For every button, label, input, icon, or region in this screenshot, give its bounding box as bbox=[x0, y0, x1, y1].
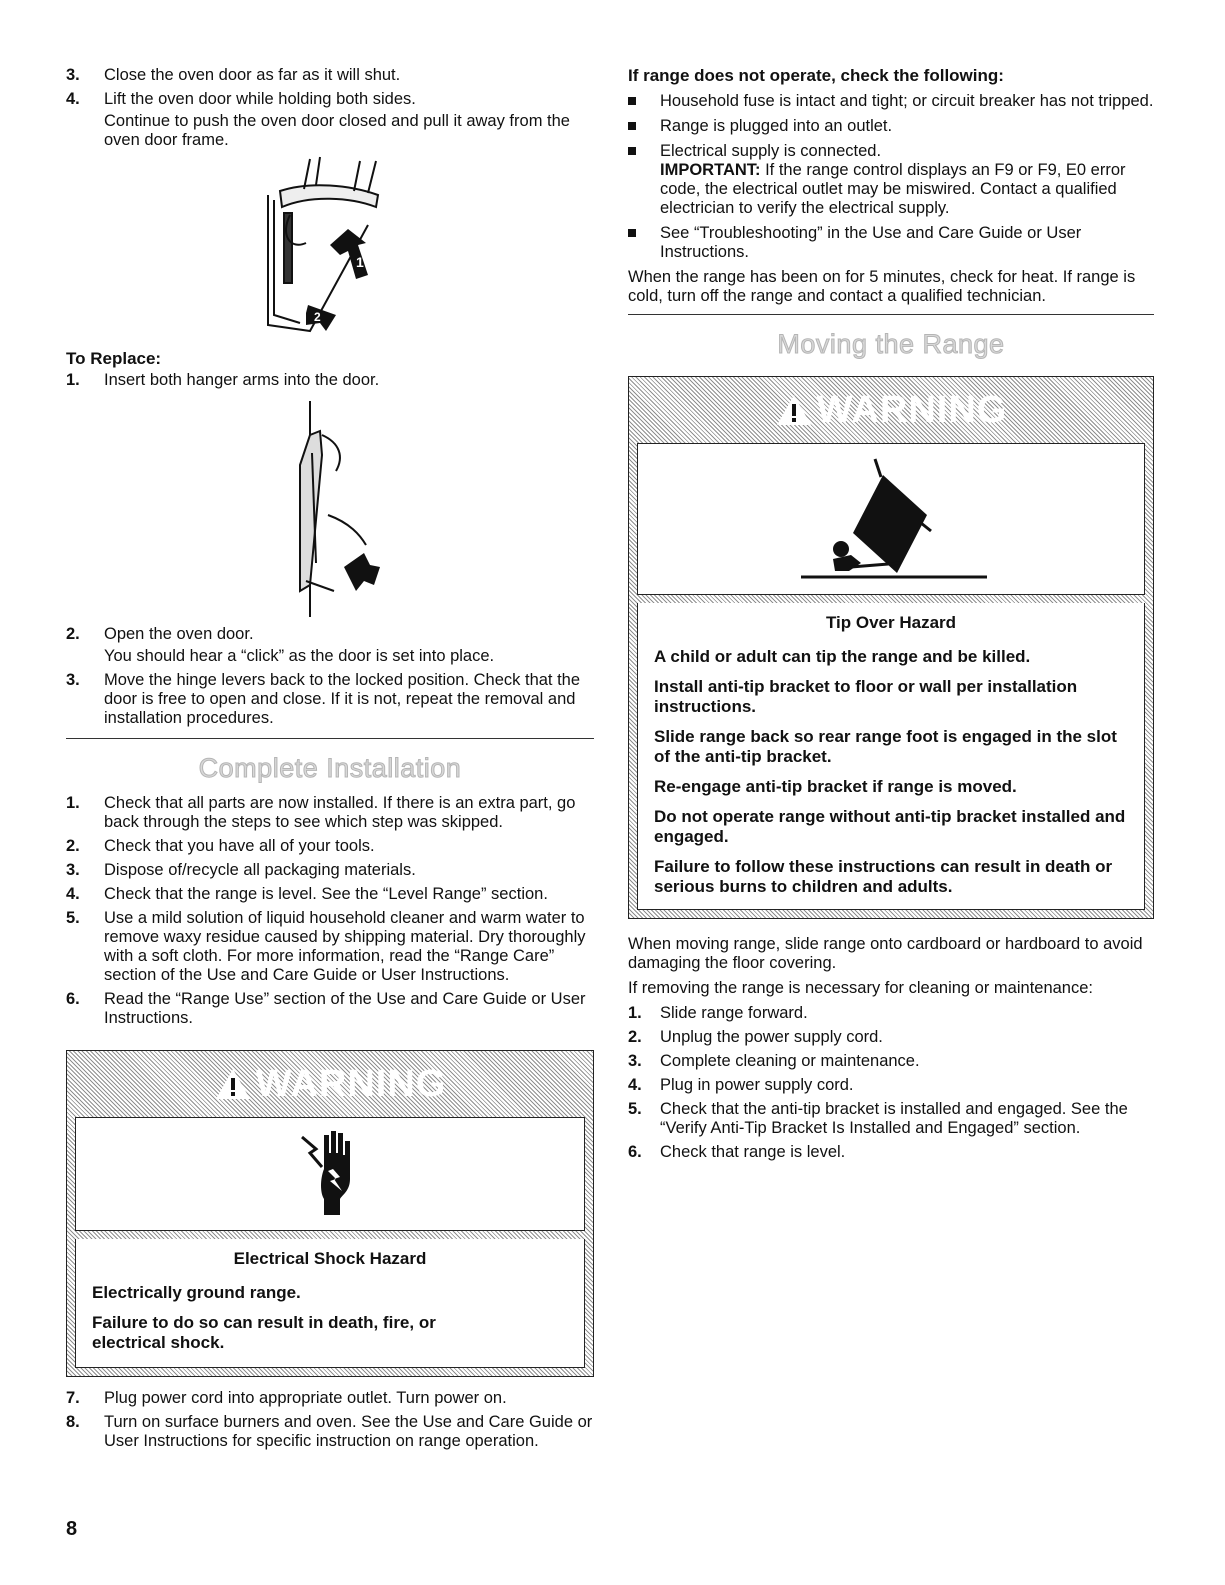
page-number: 8 bbox=[66, 1518, 78, 1540]
check-heading: If range does not operate, check the following: bbox=[628, 66, 1004, 85]
step-number: 5. bbox=[628, 1100, 642, 1118]
warning-label: WARNING bbox=[255, 1062, 447, 1105]
warning-line: Electrically ground range. bbox=[92, 1283, 301, 1302]
step-number: 7. bbox=[66, 1389, 80, 1407]
list-item bbox=[66, 794, 594, 832]
list-item bbox=[66, 861, 594, 880]
left-column bbox=[66, 66, 594, 1456]
step-number: 6. bbox=[628, 1143, 642, 1161]
warning-line: Re-engage anti-tip bracket if range is moved. bbox=[654, 777, 1017, 796]
door-insert-illustration bbox=[66, 395, 594, 619]
step-number: 2. bbox=[66, 837, 80, 855]
step-text: Plug in power supply cord. bbox=[660, 1076, 854, 1094]
step-text: Check that the range is level. See the “Level Range” section. bbox=[104, 885, 548, 903]
bullet-text: Range is plugged into an outlet. bbox=[660, 117, 893, 135]
list-item bbox=[66, 90, 594, 150]
complete-installation-steps bbox=[66, 794, 594, 1028]
tip-over-warning-box bbox=[628, 376, 1154, 919]
list-item bbox=[628, 1028, 1154, 1047]
right-column bbox=[628, 66, 1154, 1167]
tip-over-icon bbox=[637, 443, 1145, 595]
step-text: Unplug the power supply cord. bbox=[660, 1028, 883, 1046]
step-text: Complete cleaning or maintenance. bbox=[660, 1052, 920, 1070]
step-text: Check that range is level. bbox=[660, 1143, 846, 1161]
list-item bbox=[66, 371, 594, 390]
moving-range-title: Moving the Range bbox=[777, 329, 1005, 359]
list-item bbox=[628, 1143, 1154, 1162]
bullet-icon bbox=[628, 147, 636, 155]
warning-header bbox=[75, 1059, 585, 1109]
step-text: Move the hinge levers back to the locked position. Check that the door is free to open and close. If it is not, repeat the removal and installation procedures. bbox=[104, 671, 581, 727]
list-item bbox=[628, 1004, 1154, 1023]
electrical-warning-box bbox=[66, 1050, 594, 1377]
step-text: Open the oven door. bbox=[104, 625, 254, 643]
replace-heading: To Replace: bbox=[66, 349, 162, 368]
svg-text:1: 1 bbox=[356, 254, 364, 270]
step-number: 2. bbox=[628, 1028, 642, 1046]
step-text: Check that you have all of your tools. bbox=[104, 837, 375, 855]
step-text: Close the oven door as far as it will shut. bbox=[104, 66, 401, 84]
move-paragraph: If removing the range is necessary for cleaning or maintenance: bbox=[628, 979, 1093, 997]
bullet-text: Household fuse is intact and tight; or circuit breaker has not tripped. bbox=[660, 92, 1154, 110]
step-text: Check that all parts are now installed. If there is an extra part, go back through the steps to see which step was skipped. bbox=[104, 794, 576, 831]
warning-line: Slide range back so rear range foot is engaged in the slot of the anti-tip bracket. bbox=[654, 727, 1117, 766]
important-label: IMPORTANT: bbox=[660, 161, 761, 179]
bullet-icon bbox=[628, 97, 636, 105]
complete-installation-title: Complete Installation bbox=[198, 753, 462, 783]
step-text: Slide range forward. bbox=[660, 1004, 808, 1022]
warning-line: Install anti-tip bracket to floor or wall per installation instructions. bbox=[654, 677, 1078, 716]
list-item bbox=[628, 1100, 1154, 1138]
step-number: 4. bbox=[66, 885, 80, 903]
replace-steps-b bbox=[66, 625, 594, 728]
step-text: Insert both hanger arms into the door. bbox=[104, 371, 380, 389]
step-text: Turn on surface burners and oven. See the Use and Care Guide or User Instructions for specific instruction on range operation. bbox=[104, 1413, 593, 1450]
list-item bbox=[628, 142, 1154, 218]
warning-triangle-icon bbox=[214, 1067, 252, 1101]
warning-header bbox=[637, 385, 1145, 435]
step-text: Plug power cord into appropriate outlet. Turn power on. bbox=[104, 1389, 507, 1407]
step-number: 4. bbox=[628, 1076, 642, 1094]
list-item bbox=[66, 885, 594, 904]
warning-line: A child or adult can tip the range and be killed. bbox=[654, 647, 1031, 666]
list-item bbox=[66, 66, 594, 85]
important-note bbox=[660, 161, 1154, 218]
check-list bbox=[628, 92, 1154, 262]
step-number: 3. bbox=[66, 66, 80, 84]
step-number: 1. bbox=[66, 794, 80, 812]
svg-text:2: 2 bbox=[314, 310, 321, 324]
important-text: If the range control displays an F9 or F9, E0 error code, the electrical outlet may be miswired. Contact a qualified electrician to verify the electrical supply. bbox=[660, 161, 1126, 217]
list-item bbox=[66, 1389, 594, 1408]
section-divider bbox=[628, 314, 1154, 315]
step-number: 3. bbox=[66, 671, 80, 689]
bullet-icon bbox=[628, 229, 636, 237]
step-number: 2. bbox=[66, 625, 80, 643]
list-item bbox=[66, 1413, 594, 1451]
step-text: Use a mild solution of liquid household cleaner and warm water to remove waxy residue caused by shipping material. Dry thoroughly with a soft cloth. For more information, read the “Range Care” section of the Use and Care Guide or User Instructions. bbox=[104, 909, 586, 984]
door-lift-illustration bbox=[66, 155, 594, 341]
door-removal-steps bbox=[66, 66, 594, 150]
list-item bbox=[628, 92, 1154, 111]
step-number: 1. bbox=[66, 371, 80, 389]
hazard-title: Tip Over Hazard bbox=[825, 613, 957, 632]
warning-line: Failure to do so can result in death, fire, or electrical shock. bbox=[92, 1313, 436, 1352]
shock-hazard-icon bbox=[75, 1117, 585, 1231]
move-steps bbox=[628, 1004, 1154, 1162]
step-number: 3. bbox=[628, 1052, 642, 1070]
bullet-text: Electrical supply is connected. bbox=[660, 142, 882, 160]
step-number: 4. bbox=[66, 90, 80, 108]
step-text: Lift the oven door while holding both sides. bbox=[104, 90, 416, 108]
warning-line: Failure to follow these instructions can result in death or serious burns to children and adults. bbox=[654, 857, 1113, 896]
step-number: 5. bbox=[66, 909, 80, 927]
replace-steps-a bbox=[66, 371, 594, 390]
list-item bbox=[66, 625, 594, 666]
step-number: 6. bbox=[66, 990, 80, 1008]
step-number: 8. bbox=[66, 1413, 80, 1431]
list-item bbox=[66, 671, 594, 728]
step-text: Check that the anti-tip bracket is installed and engaged. See the “Verify Anti-Tip Bracket Is Installed and Engaged” section. bbox=[660, 1100, 1128, 1137]
list-item bbox=[628, 224, 1154, 262]
step-subtext: Continue to push the oven door closed and pull it away from the oven door frame. bbox=[104, 112, 570, 149]
list-item bbox=[628, 1052, 1154, 1071]
list-item bbox=[628, 1076, 1154, 1095]
bullet-text: See “Troubleshooting” in the Use and Care Guide or User Instructions. bbox=[660, 224, 1082, 261]
warning-line: Do not operate range without anti-tip bracket installed and engaged. bbox=[654, 807, 1126, 846]
hazard-title: Electrical Shock Hazard bbox=[233, 1249, 427, 1268]
bullet-icon bbox=[628, 122, 636, 130]
step-text: Read the “Range Use” section of the Use and Care Guide or User Instructions. bbox=[104, 990, 586, 1027]
warning-body bbox=[637, 603, 1145, 910]
step-subtext: You should hear a “click” as the door is set into place. bbox=[104, 647, 495, 665]
step-number: 3. bbox=[66, 861, 80, 879]
list-item bbox=[66, 837, 594, 856]
warning-triangle-icon bbox=[775, 393, 813, 427]
list-item bbox=[628, 117, 1154, 136]
step-text: Dispose of/recycle all packaging materials. bbox=[104, 861, 416, 879]
section-divider bbox=[66, 738, 594, 739]
warning-label: WARNING bbox=[816, 388, 1008, 431]
final-steps bbox=[66, 1389, 594, 1451]
move-paragraph: When moving range, slide range onto cardboard or hardboard to avoid damaging the floor covering. bbox=[628, 935, 1143, 972]
list-item bbox=[66, 990, 594, 1028]
warning-body bbox=[75, 1239, 585, 1368]
heat-note: When the range has been on for 5 minutes, check for heat. If range is cold, turn off the range and contact a qualified technician. bbox=[628, 268, 1136, 305]
list-item bbox=[66, 909, 594, 985]
step-number: 1. bbox=[628, 1004, 642, 1022]
